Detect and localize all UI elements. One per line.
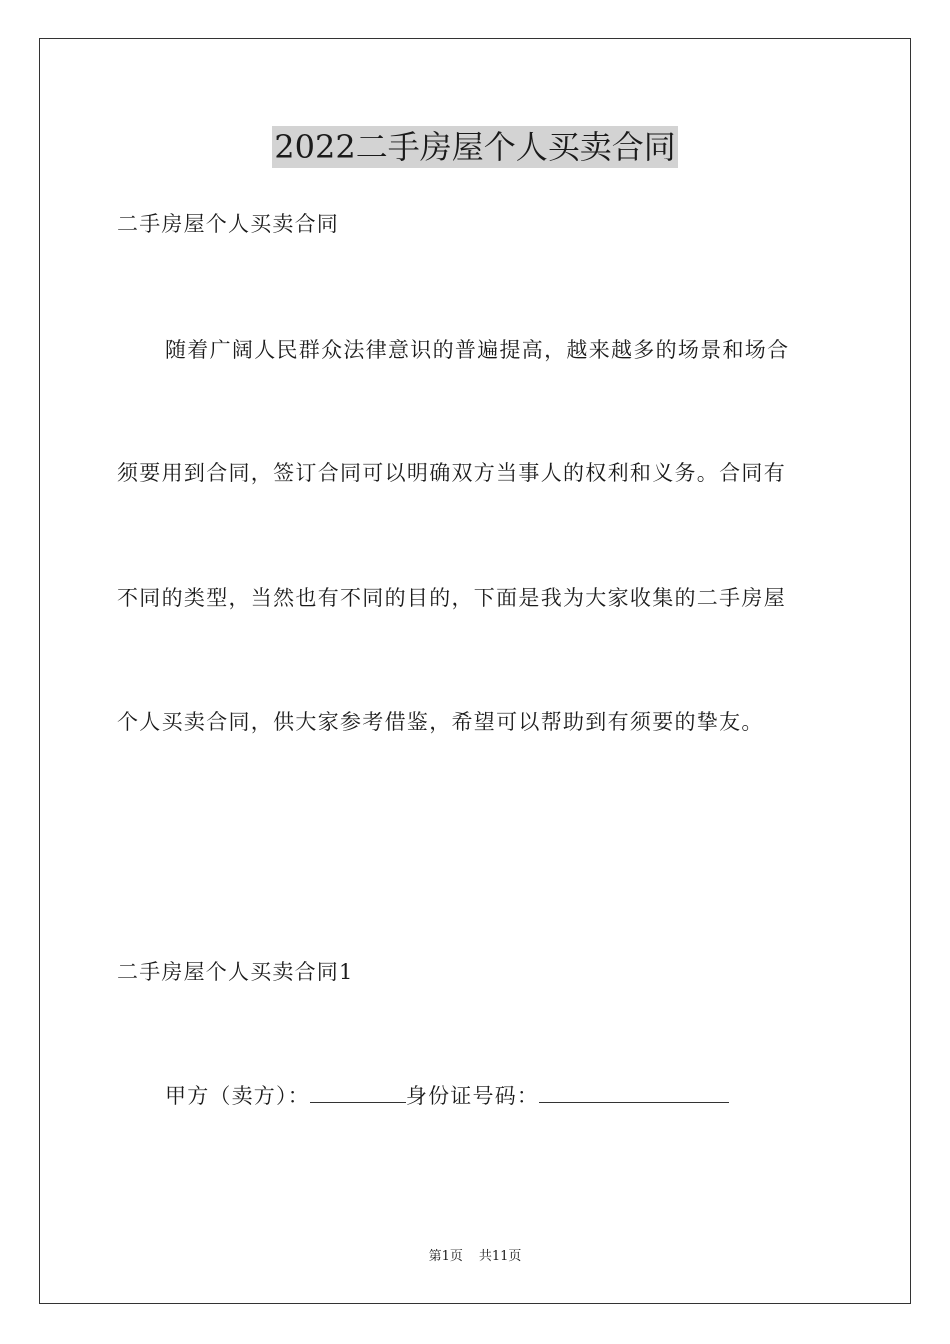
party-a-name-blank (310, 1082, 406, 1103)
party-a-id-label: 身份证号码： (405, 1084, 540, 1108)
intro-line-1: 随着广阔人民群众法律意识的普遍提高，越来越多的场景和场合 (165, 338, 790, 362)
page-footer (0, 1248, 950, 1266)
section-heading: 二手房屋个人买卖合同1 (117, 960, 354, 984)
document-heading: 二手房屋个人买卖合同 (117, 212, 339, 236)
page-total: 共11页 (478, 1249, 522, 1264)
party-a-id-blank (539, 1082, 729, 1103)
page-current: 第1页 (428, 1249, 463, 1264)
party-a-label: 甲方（卖方）： (165, 1084, 310, 1108)
intro-line-2: 须要用到合同，签订合同可以明确双方当事人的权利和义务。合同有 (117, 461, 786, 485)
party-a-row (165, 1082, 729, 1110)
intro-line-4: 个人买卖合同，供大家参考借鉴，希望可以帮助到有须要的挚友。 (117, 710, 764, 734)
intro-line-3: 不同的类型，当然也有不同的目的，下面是我为大家收集的二手房屋 (117, 586, 786, 610)
title-container (0, 126, 950, 168)
document-title: 2022二手房屋个人买卖合同 (274, 128, 676, 166)
